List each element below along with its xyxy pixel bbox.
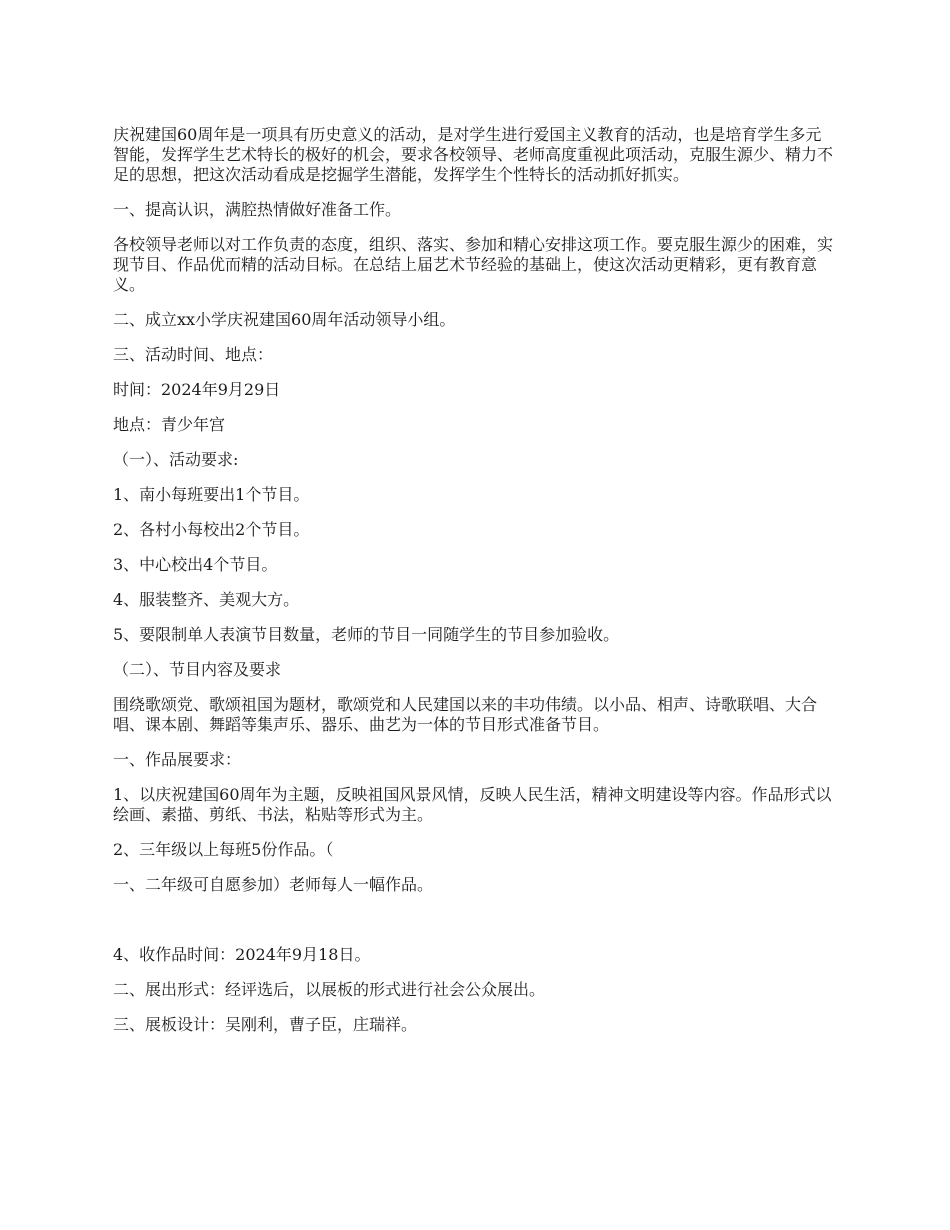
list-item: 5、要限制单人表演节目数量，老师的节目一同随学生的节目参加验收。	[113, 625, 620, 644]
program-content-paragraph: 围绕歌颂党、歌颂祖国为题材，歌颂党和人民建国以来的丰功伟绩。以小品、相声、诗歌联唱、大合唱、课本剧、舞蹈等集声乐、器乐、曲艺为一体的节目形式准备节目。	[113, 695, 818, 734]
section-heading-time-place: 三、活动时间、地点：	[113, 345, 274, 364]
list-item: 2、各村小每校出2个节目。	[113, 520, 310, 539]
subheading-program-content: （二）、节目内容及要求	[113, 660, 282, 679]
list-item: 2、三年级以上每班5份作品。（	[113, 840, 334, 859]
document-body	[113, 125, 835, 1050]
list-item: 3、中心校出4个节目。	[113, 555, 278, 574]
list-item: 4、收作品时间：2024年9月18日。	[113, 945, 371, 964]
blank-gap	[113, 910, 835, 945]
awareness-paragraph: 各校领导老师以对工作负责的态度，组织、落实、参加和精心安排这项工作。要克服生源少的困难，实现节目、作品优而精的活动目标。在总结上届艺术节经验的基础上，使这次活动更精彩，更有教育意义。	[113, 235, 834, 294]
list-item: 一、二年级可自愿参加）老师每人一幅作品。	[113, 875, 434, 894]
event-place: 地点：青少年宫	[113, 415, 226, 434]
intro-paragraph: 庆祝建国60周年是一项具有历史意义的活动，是对学生进行爱国主义教育的活动，也是培育学生多元智能，发挥学生艺术特长的极好的机会，要求各校领导、老师高度重视此项活动，克服生源少、精力不足的思想，把这次活动看成是挖掘学生潜能，发挥学生个性特长的活动抓好抓实。	[113, 125, 834, 184]
subheading-requirements: （一）、活动要求:	[113, 450, 239, 469]
list-item: 1、以庆祝建国60周年为主题，反映祖国风景风情，反映人民生活，精神文明建设等内容。作品形式以绘画、素描、剪纸、书法，粘贴等形式为主。	[113, 785, 832, 824]
section-heading-leadership: 二、成立xx小学庆祝建国60周年活动领导小组。	[113, 310, 456, 329]
board-design: 三、展板设计：吴刚利，曹子臣，庄瑞祥。	[113, 1015, 418, 1034]
exhibition-format: 二、展出形式：经评选后，以展板的形式进行社会公众展出。	[113, 980, 546, 999]
list-item: 4、服装整齐、美观大方。	[113, 590, 300, 609]
event-time: 时间：2024年9月29日	[113, 380, 281, 399]
section-heading-exhibition: 一、作品展要求：	[113, 750, 242, 769]
section-heading-awareness: 一、提高认识，满腔热情做好准备工作。	[113, 200, 402, 219]
list-item: 1、南小每班要出1个节目。	[113, 485, 310, 504]
